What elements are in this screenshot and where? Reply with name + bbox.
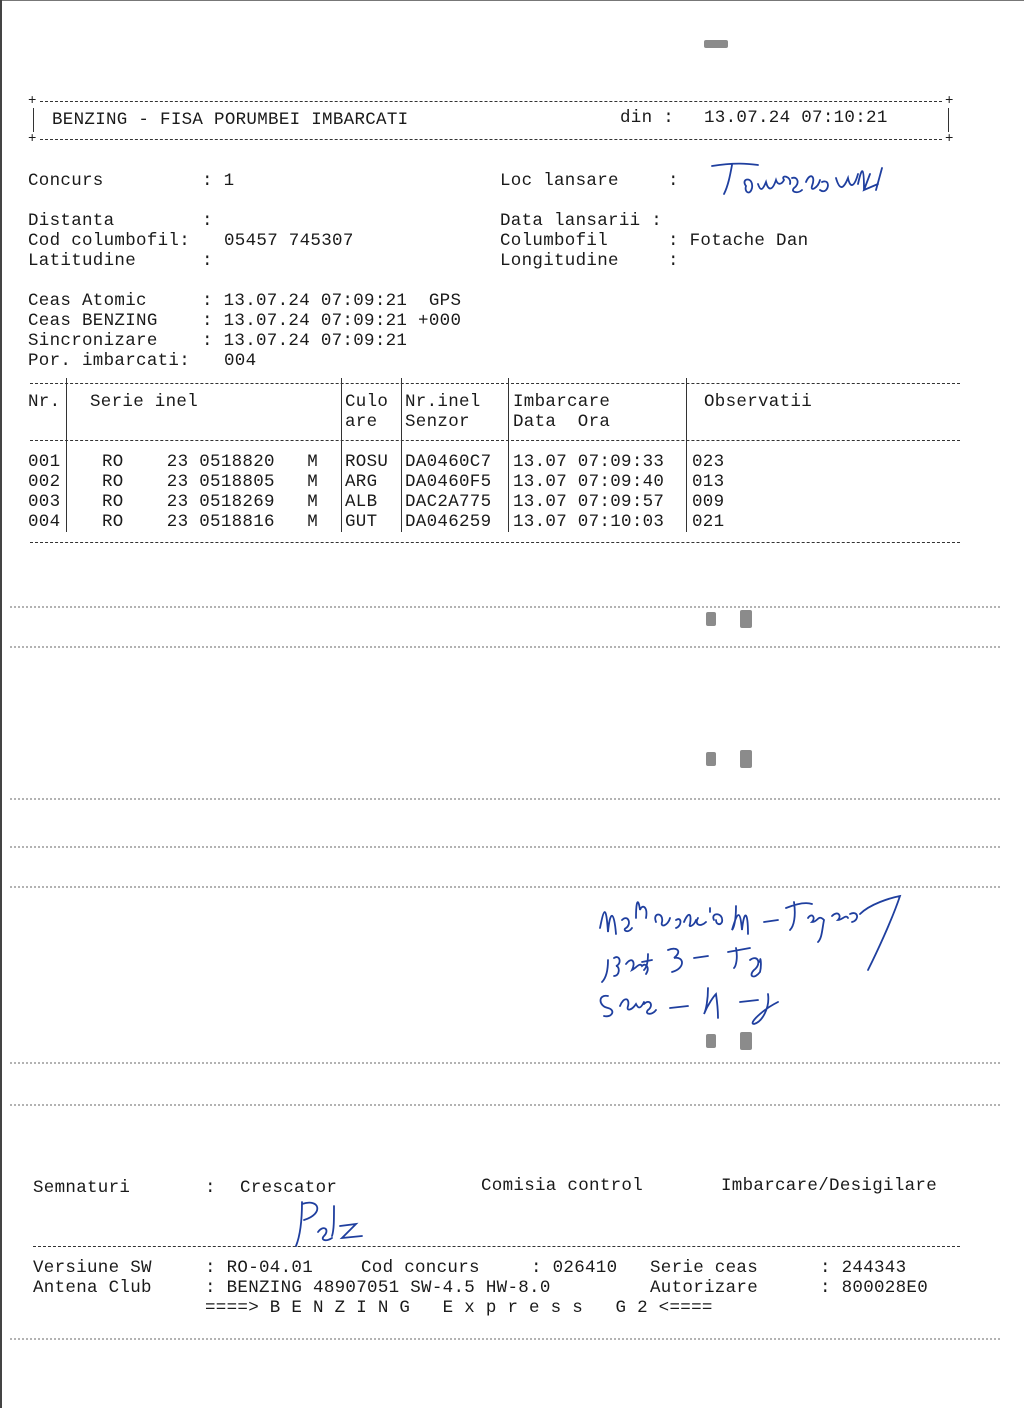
row-senzor: DA0460F5 [405,472,492,492]
scan-noise [10,798,1000,802]
scan-noise [10,646,1000,650]
header-bottom-rule [40,139,942,140]
table-top-rule [30,383,960,384]
page-edge-left [0,0,2,1408]
columbofil-label: Columbofil [500,231,609,251]
autorizare-value: : 800028E0 [820,1278,929,1298]
cod-concurs-label: Cod concurs [361,1258,480,1278]
cod-concurs-value: : 026410 [531,1258,618,1278]
row-senzor: DA0460C7 [405,452,492,472]
concurs-value: : 1 [202,171,235,191]
scan-speck [706,752,716,766]
cod-columbofil-label: Cod columbofil: [28,231,191,251]
crescator-label: Crescator [240,1178,338,1198]
latitudine-sep: : [202,251,213,271]
row-serie: RO 23 0518816 M [102,512,319,532]
row-nr: 003 [28,492,61,512]
scan-noise [10,1062,1000,1066]
col-sep-serie [341,378,342,532]
concurs-label: Concurs [28,171,104,191]
page-edge-top [0,0,1024,1]
handwritten-loc-lansare [706,156,906,204]
row-senzor: DAC2A775 [405,492,492,512]
distanta-sep: : [202,211,213,231]
serie-ceas-label: Serie ceas [650,1258,759,1278]
scan-speck [740,610,752,628]
data-lansarii-label: Data lansarii : [500,211,663,231]
sincronizare-value: : 13.07.24 07:09:21 [202,331,408,351]
row-serie: RO 23 0518269 M [102,492,319,512]
row-observatii: 021 [692,512,725,532]
columbofil-value: : Fotache Dan [668,231,809,251]
row-culoare: ROSU [345,452,389,472]
box-corner: + [28,93,37,109]
porumbei-imbarcati-label: Por. imbarcati: [28,351,191,371]
row-serie: RO 23 0518820 M [102,452,319,472]
row-observatii: 009 [692,492,725,512]
autorizare-label: Autorizare [650,1278,759,1298]
longitudine-sep: : [668,251,679,271]
benzing-express-banner: ====> B E N Z I N G E x p r e s s G 2 <==== [205,1298,713,1318]
scan-noise [10,606,1000,610]
porumbei-imbarcati-value: 004 [224,351,257,371]
col-sep-senzor [508,378,509,532]
row-imbarcare: 13.07 07:09:57 [513,492,665,512]
row-nr: 001 [28,452,61,472]
row-imbarcare: 13.07 07:09:40 [513,472,665,492]
scan-speck [740,750,752,768]
col-header-culoare: Culo [345,392,389,412]
col-sep-nr [66,378,67,532]
col-header-data-ora: Data Ora [513,412,611,432]
header-top-rule [40,101,942,102]
col-header-observatii: Observatii [704,392,813,412]
document-title: BENZING - FISA PORUMBEI IMBARCATI [52,110,409,130]
header-right-bar [948,108,949,132]
col-header-serie: Serie inel [90,392,199,412]
row-observatii: 013 [692,472,725,492]
col-sep-imbarcare [686,378,687,532]
ceas-benzing-value: : 13.07.24 07:09:21 +000 [202,311,462,331]
din-label: din : [620,108,675,128]
header-datetime: 13.07.24 07:10:21 [704,108,888,128]
row-culoare: ALB [345,492,378,512]
row-culoare: ARG [345,472,378,492]
row-imbarcare: 13.07 07:10:03 [513,512,665,532]
col-header-nr-inel: Nr.inel [405,392,481,412]
row-nr: 002 [28,472,61,492]
row-culoare: GUT [345,512,378,532]
antena-club-label: Antena Club [33,1278,152,1298]
scan-noise [10,1338,1000,1342]
ceas-atomic-value: : 13.07.24 07:09:21 GPS [202,291,462,311]
box-corner: + [945,93,954,109]
ceas-atomic-label: Ceas Atomic [28,291,147,311]
semnaturi-sep: : [205,1178,216,1198]
sincronizare-label: Sincronizare [28,331,158,351]
row-imbarcare: 13.07 07:09:33 [513,452,665,472]
imbarcare-desigilare-label: Imbarcare/Desigilare [721,1176,938,1196]
versiune-sw-value: : RO-04.01 [205,1258,314,1278]
col-header-culoare-cont: are [345,412,378,432]
table-header-rule [30,440,960,441]
longitudine-label: Longitudine [500,251,619,271]
scan-speck [704,40,728,48]
versiune-sw-label: Versiune SW [33,1258,152,1278]
box-corner: + [945,131,954,147]
comisia-control-label: Comisia control [481,1176,644,1196]
col-header-imbarcare: Imbarcare [513,392,611,412]
row-observatii: 023 [692,452,725,472]
row-senzor: DA046259 [405,512,492,532]
footer-top-rule [33,1246,960,1247]
crescator-signature [288,1196,378,1250]
semnaturi-label: Semnaturi [33,1178,131,1198]
antena-club-value: : BENZING 48907051 SW-4.5 HW-8.0 [205,1278,551,1298]
row-nr: 004 [28,512,61,532]
cod-columbofil-value: 05457 745307 [224,231,354,251]
col-header-senzor: Senzor [405,412,470,432]
scan-noise [10,846,1000,850]
loc-lansare-label: Loc lansare [500,171,619,191]
handwritten-commission-notes [590,878,930,1038]
ceas-benzing-label: Ceas BENZING [28,311,158,331]
serie-ceas-value: : 244343 [820,1258,907,1278]
loc-lansare-sep: : [668,171,679,191]
col-header-nr: Nr. [28,392,61,412]
scan-speck [706,612,716,626]
col-sep-culoare [401,378,402,532]
latitudine-label: Latitudine [28,251,137,271]
scan-noise [10,1104,1000,1108]
distanta-label: Distanta [28,211,115,231]
header-left-bar [33,108,34,132]
table-bottom-rule [30,542,960,543]
row-serie: RO 23 0518805 M [102,472,319,492]
box-corner: + [28,131,37,147]
